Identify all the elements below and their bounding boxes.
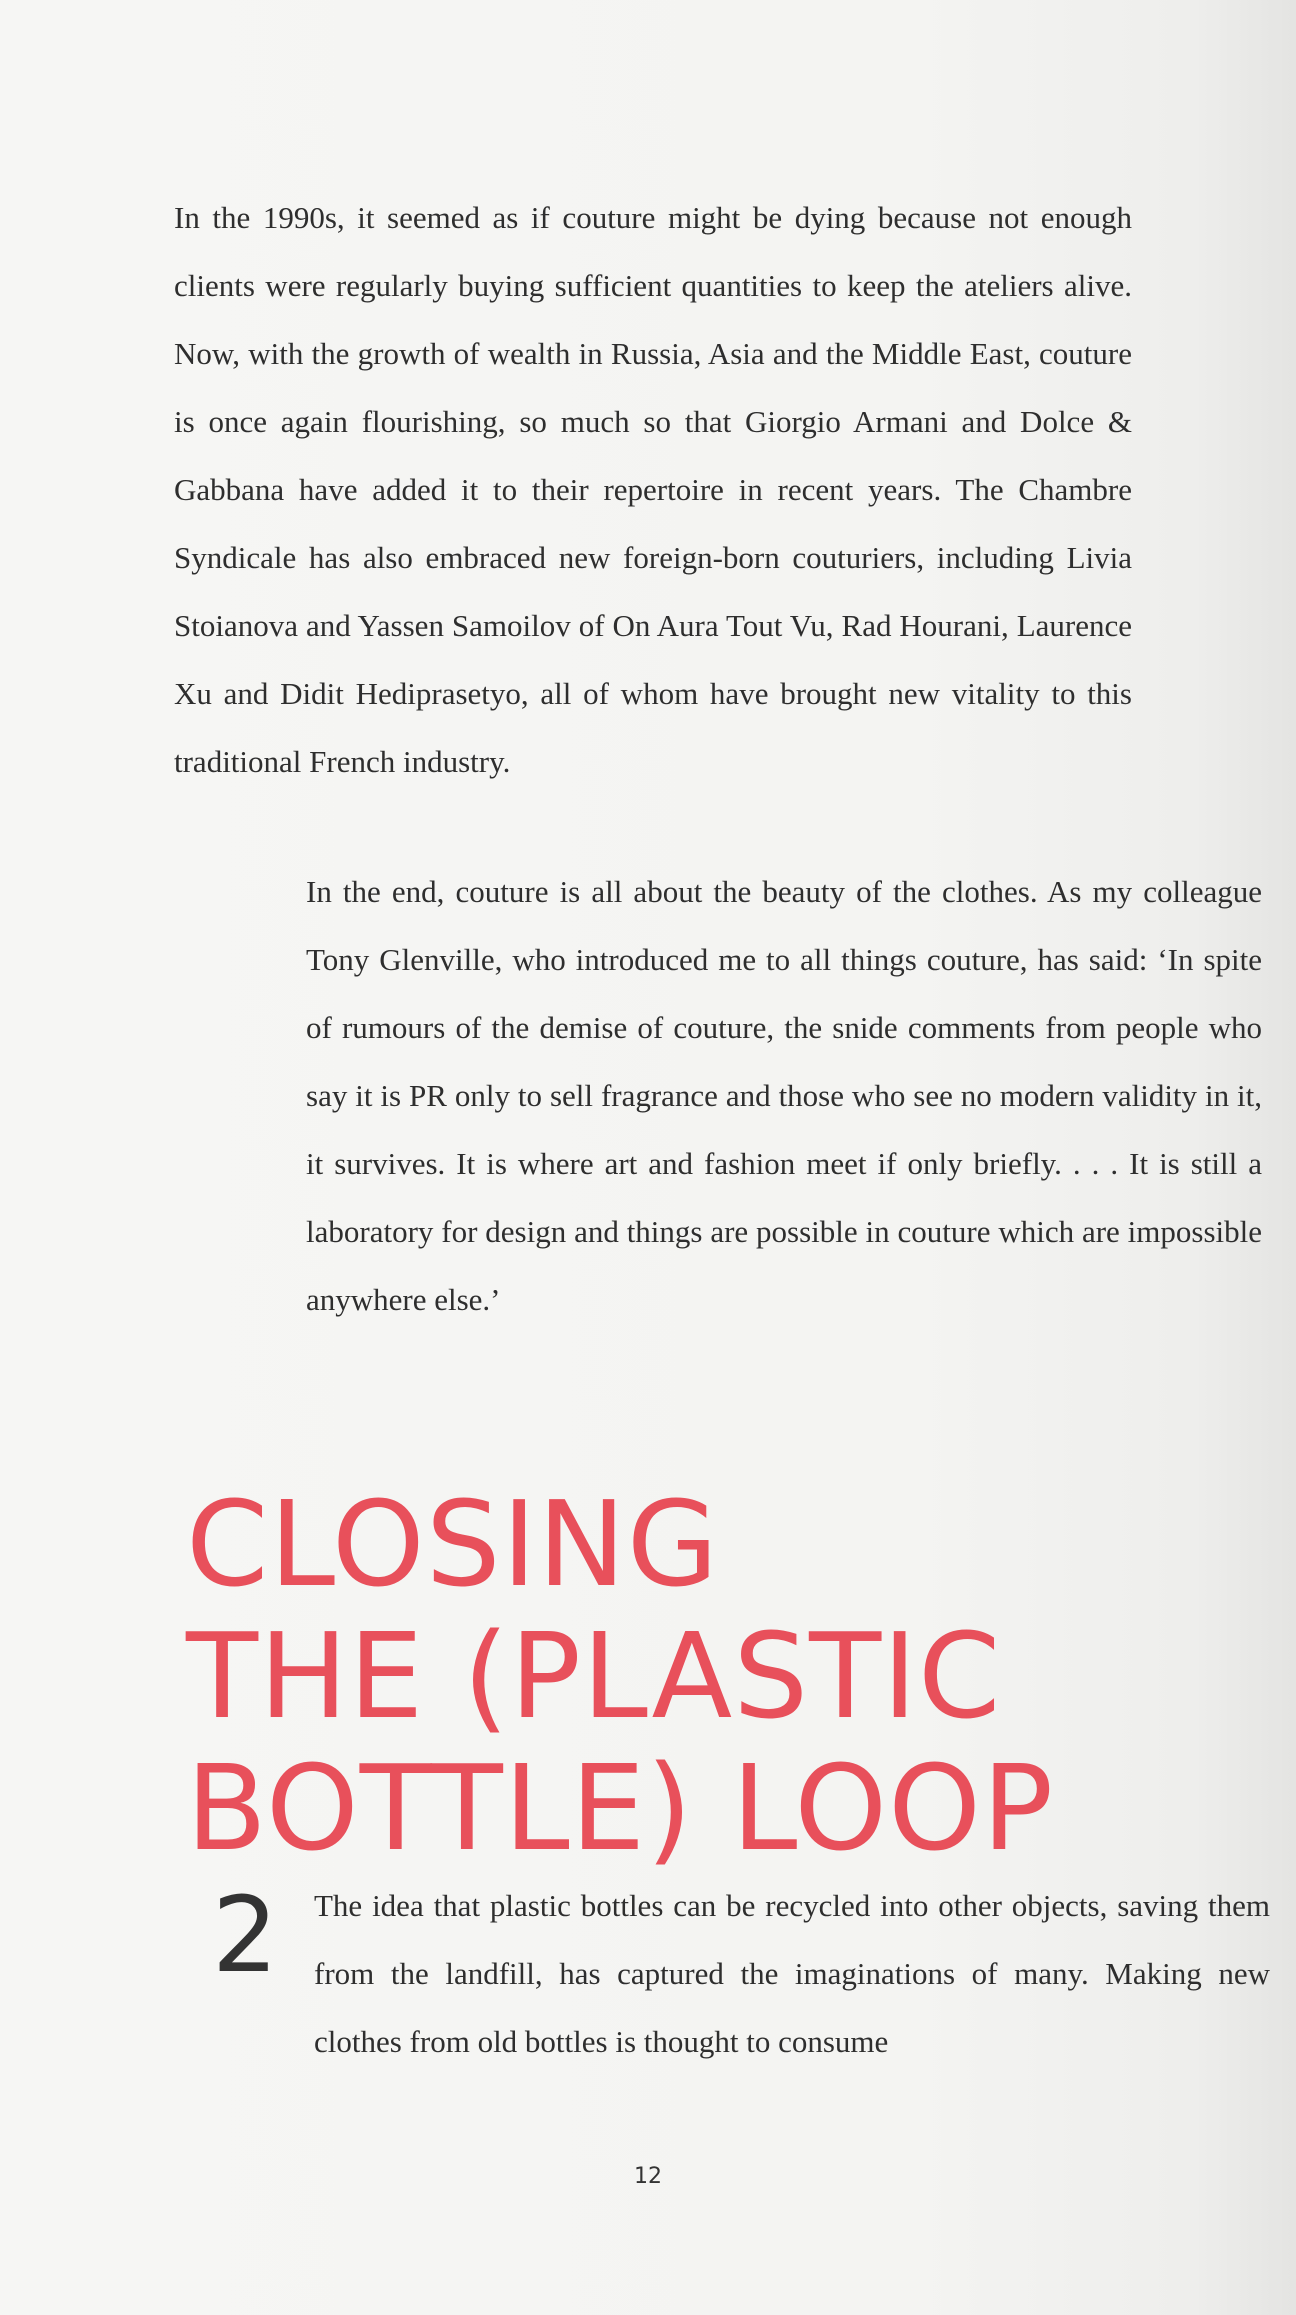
heading-line: CLOSING — [186, 1475, 720, 1613]
page-number: 12 — [634, 2164, 662, 2189]
heading-line: THE (PLASTIC — [186, 1607, 1002, 1745]
section-heading — [186, 1475, 1055, 1877]
quote-paragraph: In the end, couture is all about the beauty of the clothes. As my colleague Tony Glenville, who introduced me to all things couture, has said: ‘In spite of rumours of the demise of couture, the snide comments from people who say it is PR only to sell fragrance and those who see no modern validity in it, it survives. It is where art and fashion meet if only briefly. . . . It is still a laboratory for design and things are possible in couture which are impossible anywhere else.’ — [306, 874, 1262, 1317]
section-number: 2 — [212, 1874, 279, 1996]
body-paragraph: In the 1990s, it seemed as if couture might be dying because not enough clients were regularly buying sufficient quantities to keep the ateliers alive. Now, with the growth of wealth in Russia, Asia and the Middle East, couture is once again flourishing, so much so that Giorgio Armani and Dolce & Gabbana have added it to their repertoire in recent years. The Chambre Syndicale has also embraced new foreign-born couturiers, including Livia Stoianova and Yassen Samoilov of On Aura Tout Vu, Rad Hourani, Laurence Xu and Didit Hediprasetyo, all of whom have brought new vitality to this traditional French industry. — [174, 200, 1132, 779]
section-intro-paragraph: The idea that plastic bottles can be recycled into other objects, saving them from the landfill, has captured the imaginations of many. Making new clothes from old bottles is thought to consume — [314, 1888, 1270, 2059]
heading-line: BOTTLE) LOOP — [186, 1739, 1055, 1877]
